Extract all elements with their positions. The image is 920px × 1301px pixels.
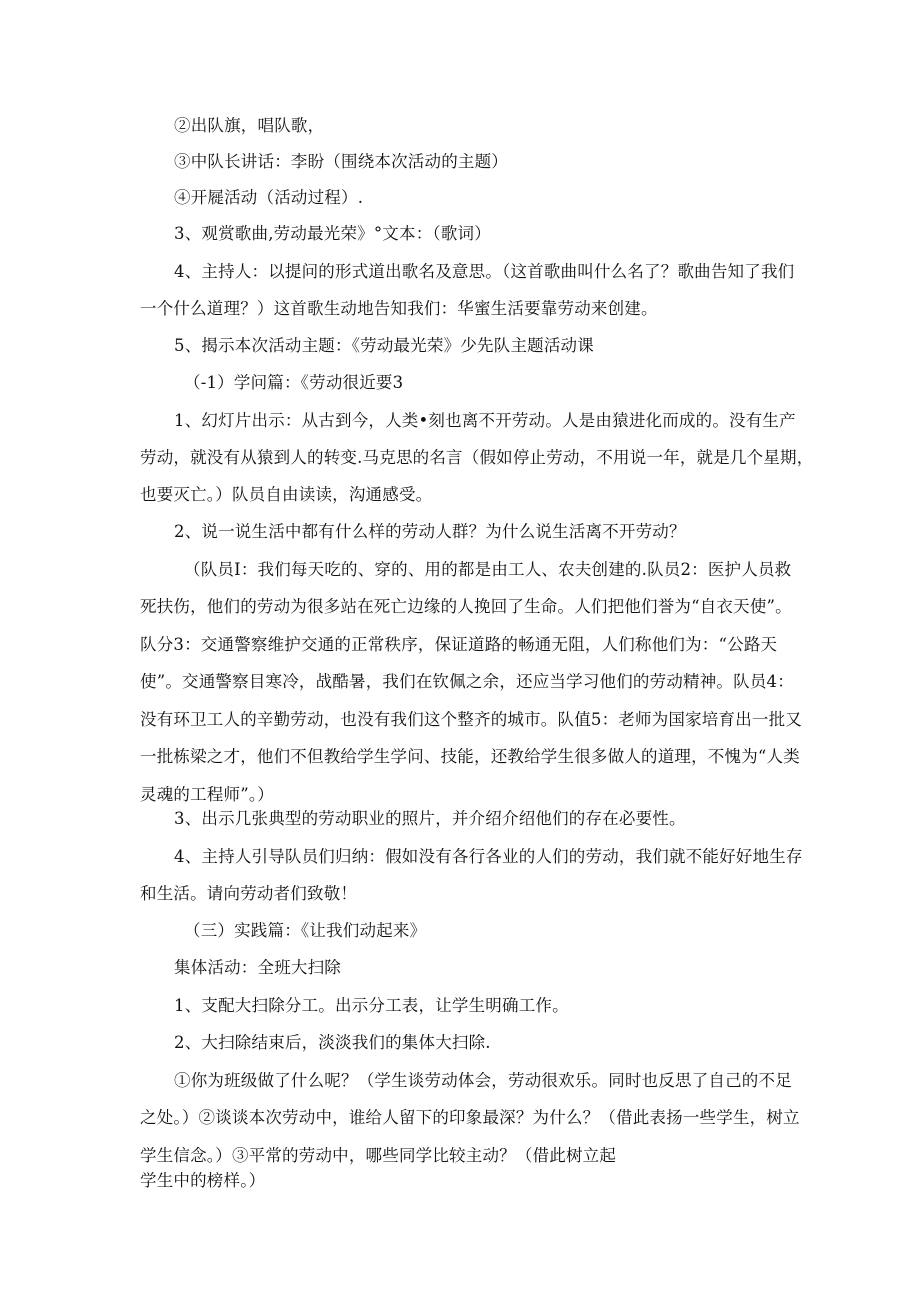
text-line: 一批栋梁之才，他们不但教给学生学问、技能，还教给学生很多做人的道理，不愧为“人类: [140, 747, 800, 766]
text-line: 队分3：交通警察维护交通的正常秩序，保证道路的畅通无阻，人们称他们为：“公路天: [140, 635, 778, 654]
text-line: 死扶伤，他们的劳动为很多站在死亡边缘的人挽回了生命。人们把他们誉为“自衣天使”。: [140, 597, 792, 616]
text-line: 没有环卫工人的辛勤劳动，也没有我们这个整齐的城市。队值5：老师为国家培育出一批又: [140, 710, 802, 729]
text-line: 5、揭示本次活动主题：《劳动最光荣》少先队主题活动课: [174, 336, 594, 355]
text-line: 1、幻灯片出示：从古到今，人类•刻也离不开劳动。人是由猿进化而成的。没有生产: [174, 411, 796, 430]
text-line: 4、主持人引导队员们归纳：假如没有各行各业的人们的劳动，我们就不能好好地生存: [174, 847, 803, 866]
text-line: （-1）学问篇：《劳动很近要3: [184, 373, 404, 392]
text-line: 3、观赏歌曲,劳动最光荣》°文本：（歌词）: [174, 224, 491, 243]
text-line: 2、大扫除结束后，淡淡我们的集体大扫除.: [174, 1033, 491, 1052]
text-line: 劳动，就没有从猿到人的转变.马克思的名言（假如停止劳动，不用说一年，就是几个星期，: [140, 448, 814, 467]
text-line: 学生信念。）③平常的劳动中，哪些同学比较主动？（借此树立起: [140, 1146, 617, 1165]
text-line: 也要灭亡。）队员自由读读，沟通感受。: [140, 485, 433, 504]
text-line: ①你为班级做了什么呢？（学生谈劳动体会，劳动很欢乐。同时也反思了自己的不足: [174, 1071, 792, 1090]
text-line: 和生活。请向劳动者们致敬！: [140, 884, 358, 903]
text-line: （三）实践篇：《让我们动起来》: [184, 921, 427, 940]
text-line: ③中队长讲话：李盼（围绕本次活动的主题）: [174, 152, 508, 171]
text-line: 1、支配大扫除分工。出示分工表，让学生明确工作。: [174, 996, 569, 1015]
text-line: 集体活动：全班大扫除: [174, 958, 341, 977]
text-line: 3、出示几张典型的劳动职业的照片，并介绍介绍他们的存在必要性。: [174, 809, 686, 828]
text-line: 2、说一说生活中都有什么样的劳动人群？为什么说生活离不开劳动？: [174, 522, 686, 541]
text-line: 使”。交通警察目寒冷，战酷暑，我们在钦佩之余，还应当学习他们的劳动精神。队员4：: [140, 672, 794, 691]
text-line: ④开屣活动（活动过程）.: [174, 188, 364, 207]
text-line: 之处。）②谈谈本次劳动中，谁给人留下的印象最深？为什么？（借此表扬一些学生，树立: [140, 1108, 800, 1127]
text-line: 学生中的榜样。）: [140, 1171, 266, 1190]
text-line: （队员I：我们每天吃的、穿的、用的都是由工人、农夫创建的.队员2：医护人员救: [184, 560, 792, 579]
text-line: ②出队旗，唱队歌，: [174, 116, 325, 135]
text-line: 灵魂的工程师”。）: [140, 785, 274, 804]
text-line: 一个什么道理？）这首歌生动地告知我们：华蜜生活要靠劳动来创建。: [140, 299, 658, 318]
text-line: 4、主持人：以提问的形式道出歌名及意思。（这首歌曲叫什么名了？歌曲告知了我们: [174, 262, 795, 281]
